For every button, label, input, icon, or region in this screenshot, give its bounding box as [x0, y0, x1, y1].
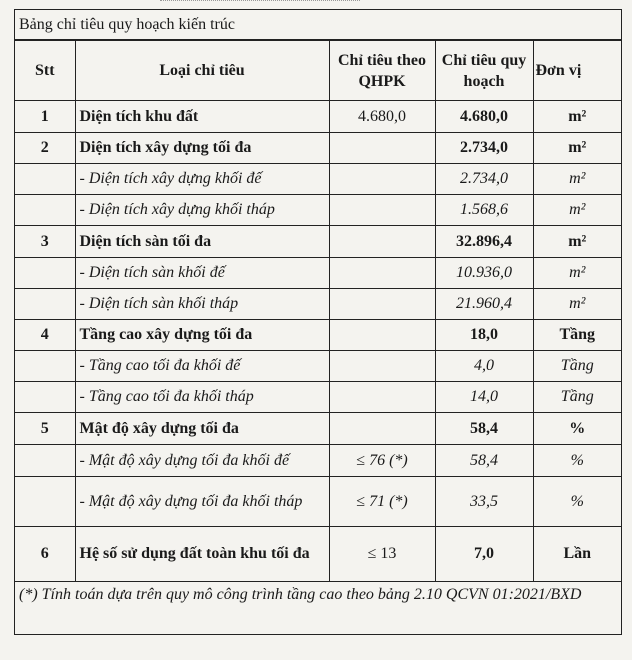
row-stt	[15, 351, 75, 382]
row-planning-value: 2.734,0	[435, 164, 533, 195]
row-planning-value: 1.568,6	[435, 195, 533, 226]
table-row	[15, 351, 621, 382]
row-unit: m²	[533, 195, 621, 226]
footnote: (*) Tính toán dựa trên quy mô công trình tầng cao theo bảng 2.10 QCVN 01:2021/BXD	[19, 586, 582, 603]
table-row	[15, 445, 621, 477]
row-indicator-name: - Mật độ xây dựng tối đa khối đế	[75, 445, 329, 477]
table-row	[15, 133, 621, 164]
row-unit: m²	[533, 226, 621, 258]
row-indicator-name: - Diện tích sàn khối đế	[75, 258, 329, 289]
row-unit: Lần	[533, 527, 621, 582]
table-row	[15, 477, 621, 527]
table-row	[15, 164, 621, 195]
row-stt: 3	[15, 226, 75, 258]
row-indicator-name: Diện tích xây dựng tối đa	[75, 133, 329, 164]
row-unit: Tầng	[533, 382, 621, 413]
row-planning-value: 21.960,4	[435, 289, 533, 320]
header-qhpk: Chỉ tiêu theo QHPK	[329, 41, 435, 101]
row-qhpk-value	[329, 195, 435, 226]
row-indicator-name: Tầng cao xây dựng tối đa	[75, 320, 329, 351]
table-row	[15, 527, 621, 582]
table-row	[15, 258, 621, 289]
row-qhpk-value	[329, 133, 435, 164]
table-row	[15, 320, 621, 351]
row-stt	[15, 382, 75, 413]
row-qhpk-value	[329, 226, 435, 258]
table-row	[15, 195, 621, 226]
row-qhpk-value	[329, 289, 435, 320]
row-qhpk-value: ≤ 71 (*)	[329, 477, 435, 527]
row-planning-value: 7,0	[435, 527, 533, 582]
row-qhpk-value: ≤ 76 (*)	[329, 445, 435, 477]
table-row	[15, 413, 621, 445]
row-planning-value: 33,5	[435, 477, 533, 527]
row-unit: %	[533, 445, 621, 477]
row-stt	[15, 289, 75, 320]
row-stt: 4	[15, 320, 75, 351]
row-qhpk-value	[329, 164, 435, 195]
planning-indicators-table-frame	[14, 9, 622, 635]
row-qhpk-value: ≤ 13	[329, 527, 435, 582]
row-unit: Tầng	[533, 351, 621, 382]
row-indicator-name: - Diện tích sàn khối tháp	[75, 289, 329, 320]
row-qhpk-value	[329, 351, 435, 382]
row-indicator-name: Diện tích khu đất	[75, 101, 329, 133]
row-planning-value: 18,0	[435, 320, 533, 351]
row-indicator-name: - Tầng cao tối đa khối đế	[75, 351, 329, 382]
row-planning-value: 10.936,0	[435, 258, 533, 289]
row-stt: 6	[15, 527, 75, 582]
header-planning: Chỉ tiêu quy hoạch	[435, 41, 533, 101]
row-qhpk-value: 4.680,0	[329, 101, 435, 133]
row-stt	[15, 445, 75, 477]
row-indicator-name: Mật độ xây dựng tối đa	[75, 413, 329, 445]
row-stt	[15, 195, 75, 226]
row-indicator-name: Hệ số sử dụng đất toàn khu tối đa	[75, 527, 329, 582]
table-header-row	[15, 41, 621, 101]
row-planning-value: 2.734,0	[435, 133, 533, 164]
header-stt: Stt	[15, 41, 75, 101]
row-planning-value: 4.680,0	[435, 101, 533, 133]
row-stt: 2	[15, 133, 75, 164]
row-indicator-name: - Tầng cao tối đa khối tháp	[75, 382, 329, 413]
row-unit: m²	[533, 258, 621, 289]
header-indicator-type: Loại chỉ tiêu	[75, 41, 329, 101]
row-qhpk-value	[329, 413, 435, 445]
row-planning-value: 32.896,4	[435, 226, 533, 258]
row-planning-value: 58,4	[435, 413, 533, 445]
row-qhpk-value	[329, 258, 435, 289]
row-unit: m²	[533, 289, 621, 320]
row-planning-value: 4,0	[435, 351, 533, 382]
row-stt: 5	[15, 413, 75, 445]
table-row	[15, 289, 621, 320]
row-indicator-name: - Mật độ xây dựng tối đa khối tháp	[75, 477, 329, 527]
row-unit: m²	[533, 164, 621, 195]
table-row	[15, 226, 621, 258]
row-indicator-name: - Diện tích xây dựng khối tháp	[75, 195, 329, 226]
row-stt	[15, 164, 75, 195]
planning-indicators-table	[15, 40, 621, 582]
row-unit: m²	[533, 133, 621, 164]
table-row	[15, 101, 621, 133]
row-indicator-name: - Diện tích xây dựng khối đế	[75, 164, 329, 195]
row-planning-value: 58,4	[435, 445, 533, 477]
row-unit: %	[533, 413, 621, 445]
row-qhpk-value	[329, 320, 435, 351]
row-stt	[15, 477, 75, 527]
row-stt	[15, 258, 75, 289]
row-unit: m²	[533, 101, 621, 133]
row-unit: %	[533, 477, 621, 527]
row-qhpk-value	[329, 382, 435, 413]
table-caption: Bảng chỉ tiêu quy hoạch kiến trúc	[15, 10, 621, 40]
top-edge-mark	[160, 0, 360, 7]
header-unit: Đơn vị	[533, 41, 621, 101]
row-indicator-name: Diện tích sàn tối đa	[75, 226, 329, 258]
row-unit: Tầng	[533, 320, 621, 351]
table-row	[15, 382, 621, 413]
row-stt: 1	[15, 101, 75, 133]
row-planning-value: 14,0	[435, 382, 533, 413]
